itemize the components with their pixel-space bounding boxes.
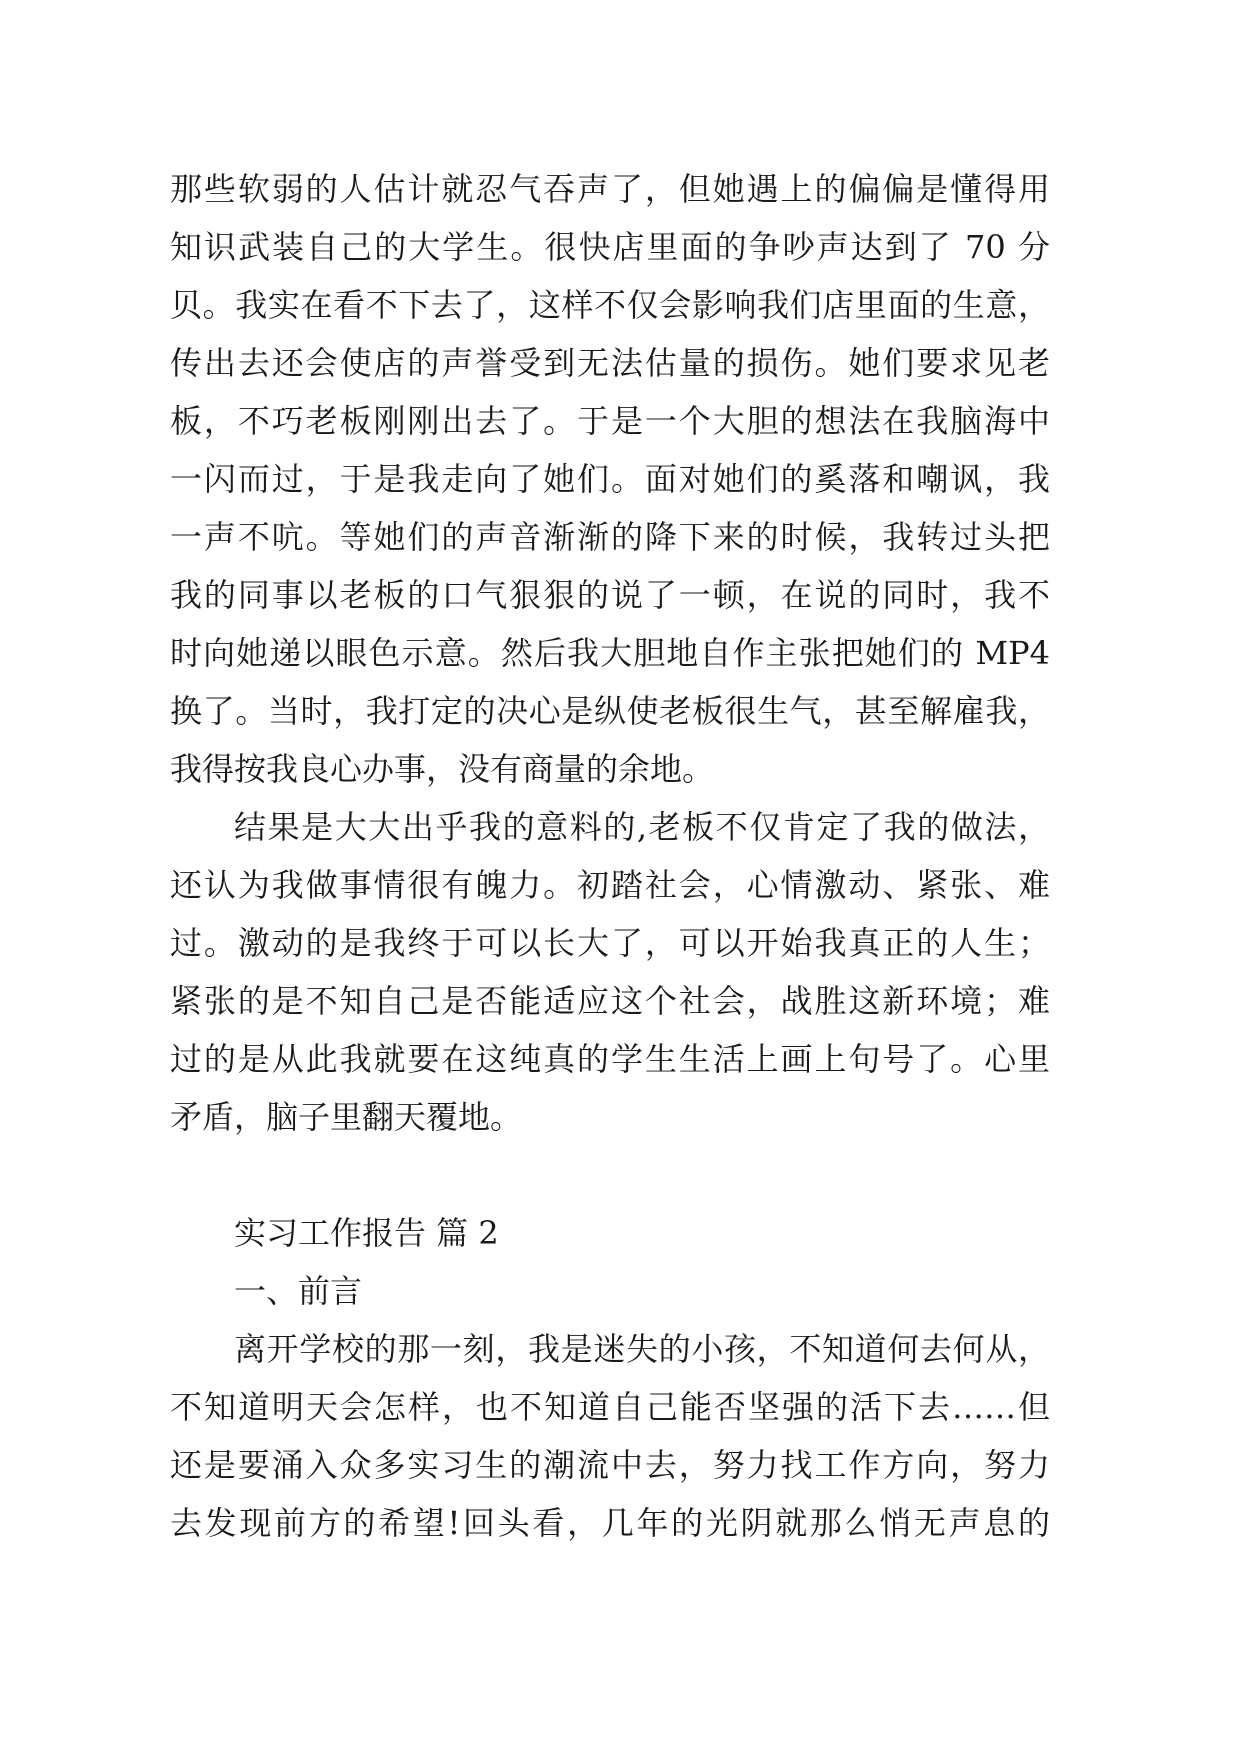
- text-line: 还是要涌入众多实习生的潮流中去，努力找工作方向，努力: [170, 1446, 1050, 1484]
- section-subheading: 一、前言: [234, 1272, 363, 1310]
- text-line: 结果是大大出乎我的意料的,老板不仅肯定了我的做法，: [234, 808, 1050, 846]
- text-line: 矛盾，脑子里翻天覆地。: [170, 1098, 523, 1136]
- text-line: 传出去还会使店的声誉受到无法估量的损伤。她们要求见老: [170, 344, 1050, 382]
- text-line: 我得按我良心办事，没有商量的余地。: [170, 750, 715, 788]
- document-page: [170, 160, 1050, 1552]
- text-line: 时向她递以眼色示意。然后我大胆地自作主张把她们的 MP4: [170, 634, 1050, 672]
- section-title: 实习工作报告 篇 2: [234, 1214, 499, 1252]
- text-line: 板，不巧老板刚刚出去了。于是一个大胆的想法在我脑海中: [170, 402, 1050, 440]
- text-line: 一声不吭。等她们的声音渐渐的降下来的时候，我转过头把: [170, 518, 1050, 556]
- text-line: 离开学校的那一刻，我是迷失的小孩，不知道何去何从，: [234, 1330, 1050, 1368]
- text-line: 紧张的是不知自己是否能适应这个社会，战胜这新环境；难: [170, 982, 1050, 1020]
- text-line: 还认为我做事情很有魄力。初踏社会，心情激动、紧张、难: [170, 866, 1050, 904]
- text-line: 不知道明天会怎样，也不知道自己能否坚强的活下去……但: [170, 1388, 1050, 1426]
- text-line: 我的同事以老板的口气狠狠的说了一顿，在说的同时，我不: [170, 576, 1050, 614]
- paragraph: [170, 1320, 1050, 1552]
- text-line: 那些软弱的人估计就忍气吞声了，但她遇上的偏偏是懂得用: [170, 170, 1050, 208]
- paragraph: [170, 798, 1050, 1146]
- text-line: 一闪而过，于是我走向了她们。面对她们的奚落和嘲讽，我: [170, 460, 1050, 498]
- text-line: 过的是从此我就要在这纯真的学生生活上画上句号了。心里: [170, 1040, 1050, 1078]
- text-line: 去发现前方的希望!回头看，几年的光阴就那么悄无声息的: [170, 1504, 1050, 1542]
- text-line: 过。激动的是我终于可以长大了，可以开始我真正的人生；: [170, 924, 1050, 962]
- blank-line: [170, 1146, 1050, 1204]
- text-line: 知识武装自己的大学生。很快店里面的争吵声达到了 70 分: [170, 228, 1050, 266]
- text-line: 贝。我实在看不下去了，这样不仅会影响我们店里面的生意，: [170, 286, 1050, 324]
- text-line: 换了。当时，我打定的决心是纵使老板很生气，甚至解雇我，: [170, 692, 1050, 730]
- paragraph: [170, 160, 1050, 798]
